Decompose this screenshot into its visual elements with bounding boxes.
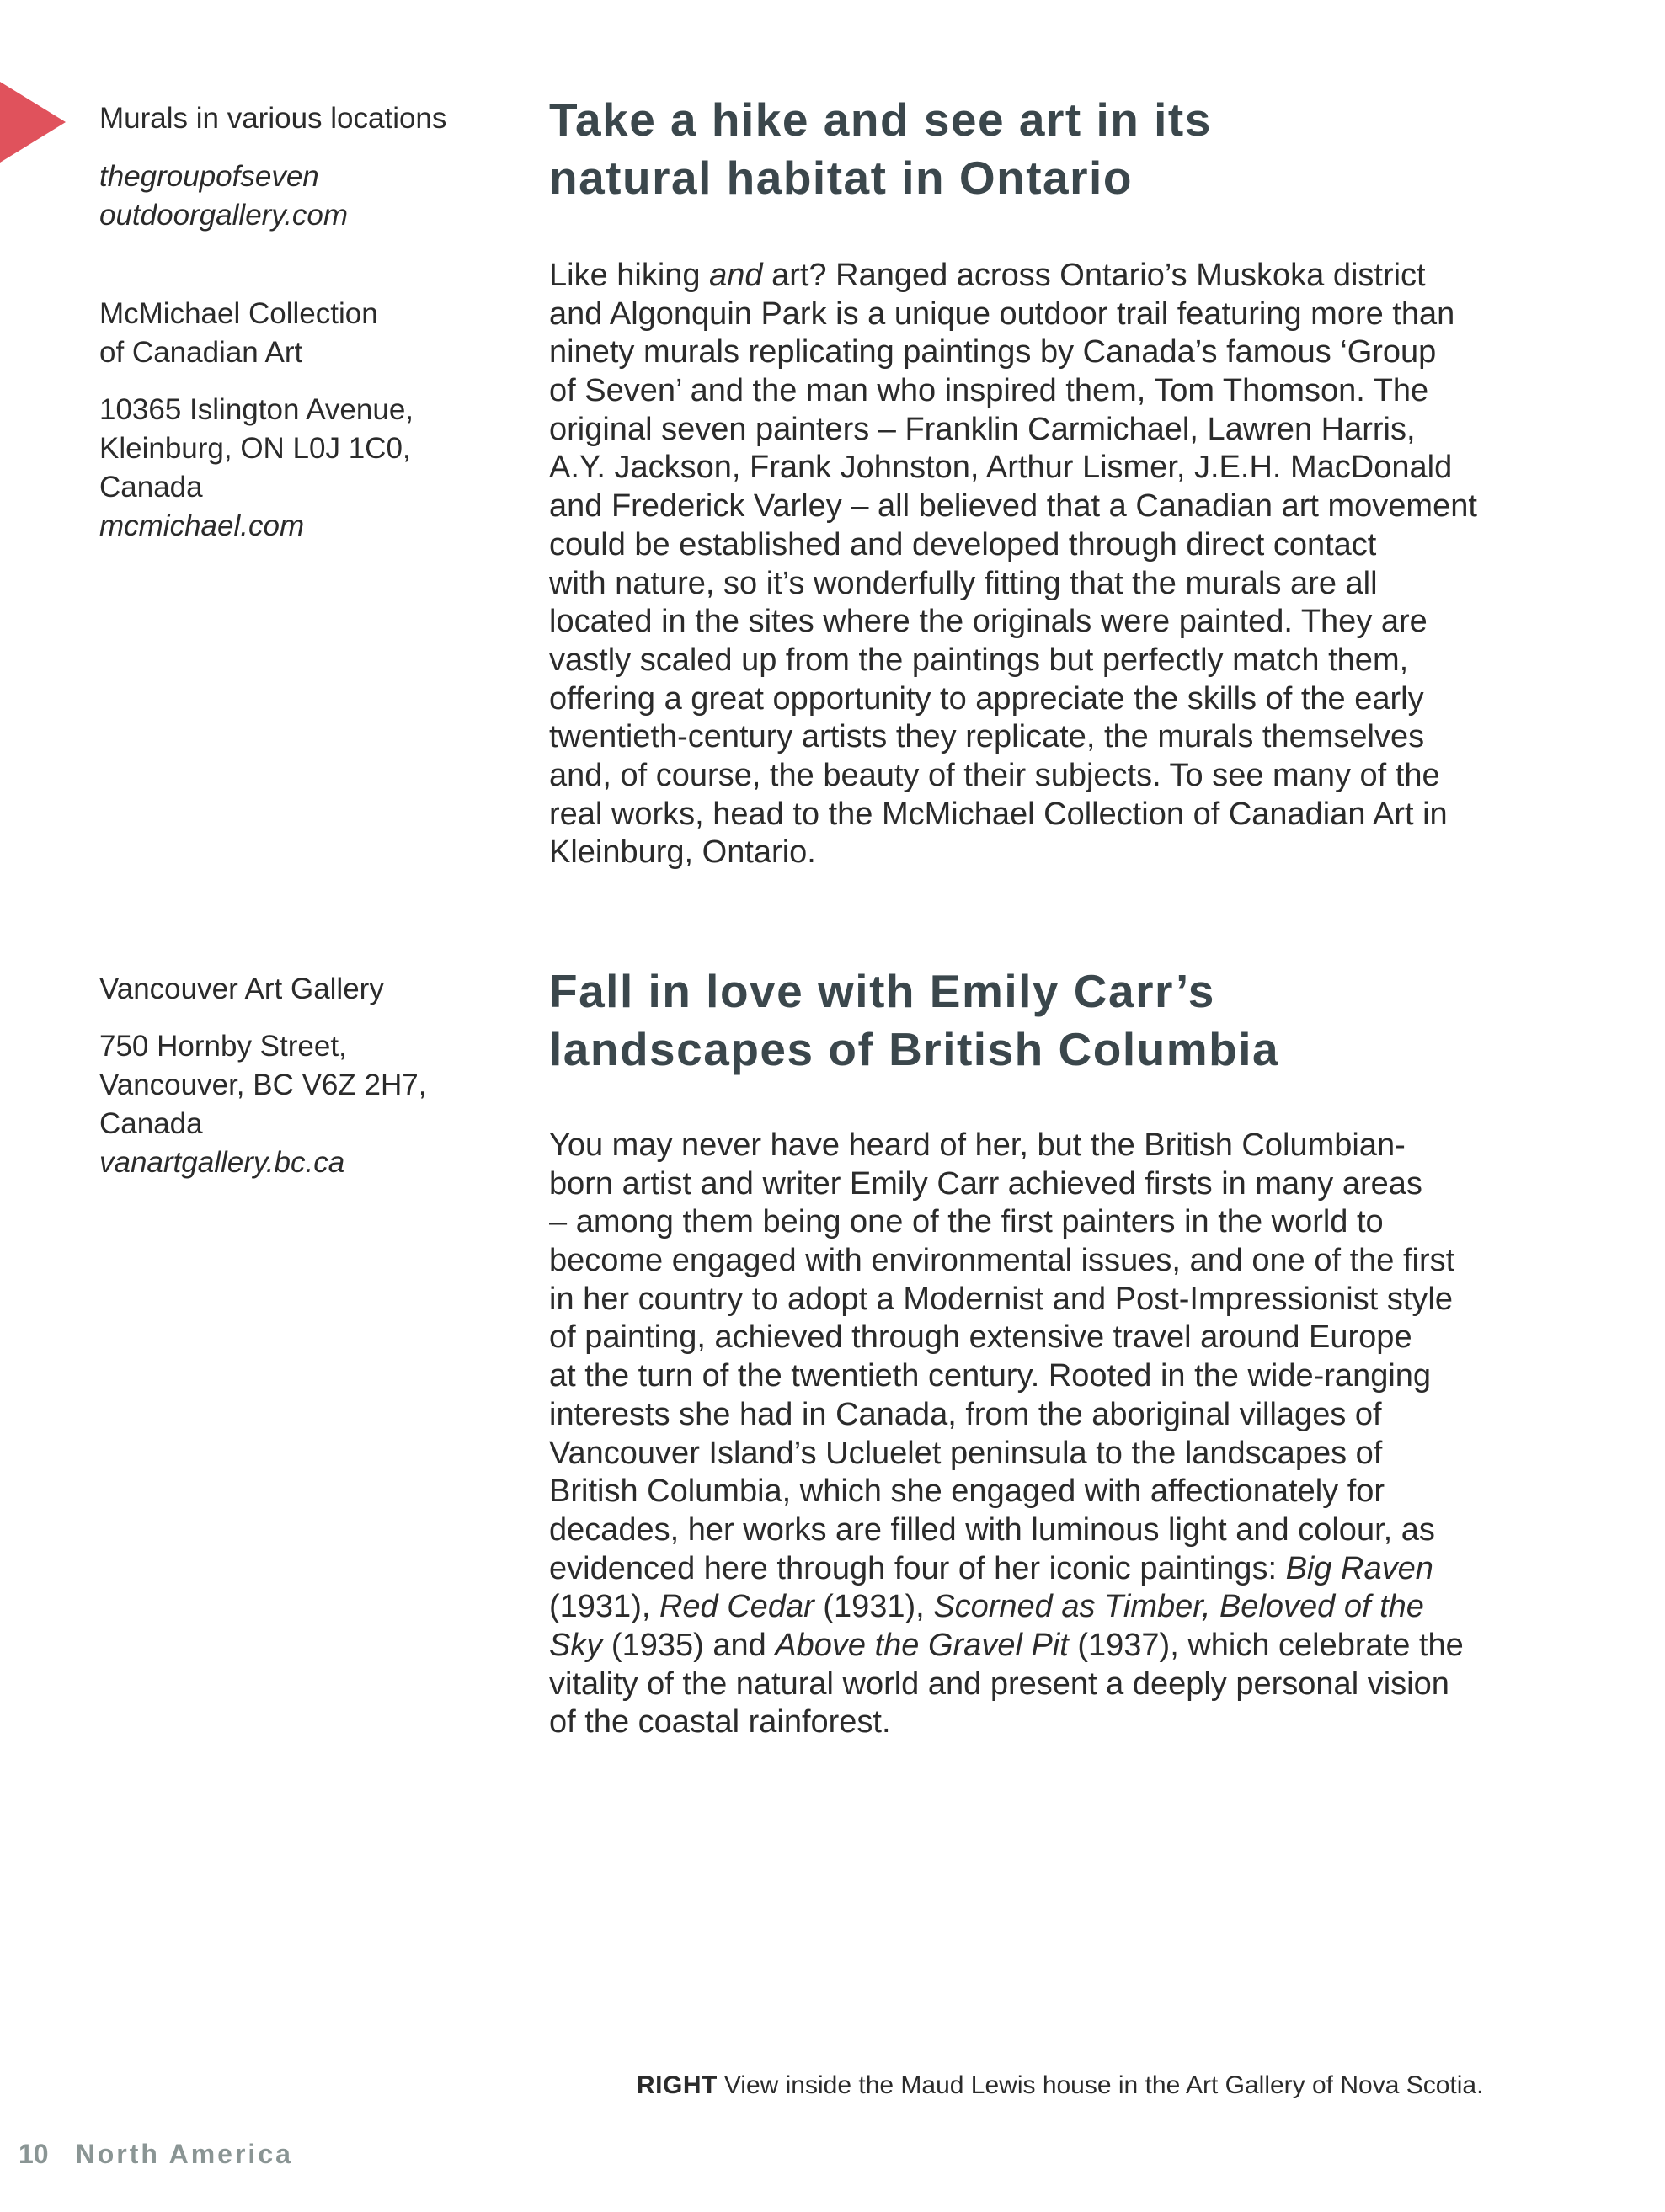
text: evidenced here through four of her iconic paintings: — [549, 1550, 1286, 1586]
mcmichael-addr-line2: Kleinburg, ON L0J 1C0, — [99, 432, 411, 465]
text: decades, her works are filled with luminous light and colour, as — [549, 1511, 1435, 1548]
text: art? Ranged across Ontario’s Muskoka district — [762, 258, 1426, 293]
article-2-body — [549, 1127, 1464, 1742]
text: original seven painters – Franklin Carmichael, Lawren Harris, — [549, 411, 1416, 447]
text: A.Y. Jackson, Frank Johnston, Arthur Lismer, J.E.H. MacDonald — [549, 450, 1453, 486]
body-line — [549, 1627, 1464, 1666]
text: become engaged with environmental issues, and one of the first — [549, 1243, 1455, 1279]
text: and, of course, the beauty of their subjects. To see many of the — [549, 757, 1440, 793]
text: British Columbia, which she engaged with affectionately for — [549, 1474, 1385, 1510]
title-line: Take a hike and see art in its — [549, 93, 1212, 146]
body-line — [549, 488, 1477, 526]
body-line — [549, 296, 1477, 334]
text: of painting, achieved through extensive travel around Europe — [549, 1319, 1412, 1356]
vancouver-name: Vancouver Art Gallery — [99, 973, 384, 1005]
text: vitality of the natural world and present a deeply personal vision — [549, 1666, 1449, 1702]
text: interests she had in Canada, from the aboriginal villages of — [549, 1396, 1382, 1432]
page-number: 10 — [19, 2139, 49, 2169]
text: Like hiking — [549, 258, 710, 293]
body-line — [549, 1127, 1464, 1165]
body-line — [549, 1666, 1464, 1704]
article-1-title — [549, 91, 1212, 207]
body-line — [549, 757, 1477, 796]
article-2-title — [549, 962, 1279, 1079]
text: could be established and developed through direct contact — [549, 526, 1377, 562]
text: Vancouver Island’s Ucluelet peninsula to the landscapes of — [549, 1435, 1383, 1471]
section-name: North America — [75, 2139, 293, 2169]
body-line — [549, 1165, 1464, 1204]
text: of the coastal rainforest. — [549, 1704, 891, 1740]
italic-text: and — [709, 258, 763, 293]
text: born artist and writer Emily Carr achieved firsts in many areas — [549, 1165, 1422, 1202]
body-line — [549, 796, 1477, 834]
body-line — [549, 1396, 1464, 1435]
italic-text: Above the Gravel Pit — [775, 1627, 1069, 1663]
sidebar-vancouver — [99, 970, 426, 1182]
article-1-body — [549, 257, 1477, 872]
mcmichael-addr-line1: 10365 Islington Avenue, — [99, 393, 414, 426]
body-line — [549, 1357, 1464, 1396]
body-line — [549, 526, 1477, 565]
text: twentieth-century artists they replicate, the murals themselves — [549, 719, 1425, 755]
text: (1931), — [549, 1589, 659, 1625]
italic-text: Red Cedar — [659, 1589, 814, 1625]
text: offering a great opportunity to appreciate the skills of the early — [549, 680, 1424, 717]
photo-caption — [637, 2071, 1483, 2100]
italic-text: Sky — [549, 1627, 603, 1663]
text: vastly scaled up from the paintings but perfectly match them, — [549, 642, 1409, 678]
mcmichael-url: mcmichael.com — [99, 509, 305, 542]
body-line — [549, 680, 1477, 719]
body-line — [549, 333, 1477, 372]
text: at the turn of the twentieth century. Rooted in the wide-ranging — [549, 1358, 1432, 1394]
text: ninety murals replicating paintings by Canada’s famous ‘Group — [549, 334, 1437, 370]
section-marker-triangle-icon — [0, 82, 66, 163]
body-line — [549, 834, 1477, 872]
text: located in the sites where the originals were painted. They are — [549, 604, 1428, 640]
sidebar-murals — [99, 99, 446, 235]
vancouver-addr-line1: 750 Hornby Street, — [99, 1030, 347, 1063]
text: and Algonquin Park is a unique outdoor trail featuring more than — [549, 296, 1455, 332]
body-line — [549, 603, 1477, 642]
body-line — [549, 565, 1477, 604]
murals-url-line2: outdoorgallery.com — [99, 199, 349, 232]
body-line — [549, 449, 1477, 488]
body-line — [549, 1511, 1464, 1550]
body-line — [549, 1473, 1464, 1511]
body-line — [549, 1703, 1464, 1742]
body-line — [549, 1319, 1464, 1357]
title-line: natural habitat in Ontario — [549, 152, 1133, 204]
mcmichael-addr-line3: Canada — [99, 471, 203, 504]
italic-text: Scorned as Timber, Beloved of the — [933, 1589, 1424, 1625]
text: of Seven’ and the man who inspired them, Tom Thomson. The — [549, 373, 1429, 409]
text: (1935) and — [602, 1627, 776, 1663]
text: and Frederick Varley – all believed that a Canadian art movement — [549, 488, 1477, 525]
mcmichael-name-line2: of Canadian Art — [99, 336, 303, 369]
page-footer — [19, 2139, 293, 2170]
body-line — [549, 642, 1477, 680]
sidebar-mcmichael — [99, 295, 414, 546]
text: Kleinburg, Ontario. — [549, 834, 816, 871]
vancouver-addr-line3: Canada — [99, 1107, 203, 1140]
text: (1931), — [814, 1589, 934, 1625]
mcmichael-name-line1: McMichael Collection — [99, 297, 378, 330]
body-line — [549, 718, 1477, 757]
body-line — [549, 257, 1477, 296]
body-line — [549, 1281, 1464, 1319]
body-line — [549, 1435, 1464, 1474]
italic-text: Big Raven — [1285, 1550, 1433, 1586]
title-line: Fall in love with Emily Carr’s — [549, 965, 1215, 1017]
body-line — [549, 1203, 1464, 1242]
body-line — [549, 411, 1477, 450]
body-line — [549, 1550, 1464, 1589]
caption-text: View inside the Maud Lewis house in the Art Gallery of Nova Scotia. — [723, 2071, 1484, 2099]
body-line — [549, 1242, 1464, 1281]
text: You may never have heard of her, but the British Columbian- — [549, 1127, 1406, 1163]
title-line: landscapes of British Columbia — [549, 1023, 1280, 1075]
murals-url-line1: thegroupofseven — [99, 160, 319, 193]
caption-label: RIGHT — [637, 2071, 718, 2099]
text: in her country to adopt a Modernist and Post-Impressionist style — [549, 1281, 1453, 1317]
text: – among them being one of the first painters in the world to — [549, 1204, 1384, 1240]
text: (1937), which celebrate the — [1068, 1627, 1464, 1663]
murals-label: Murals in various locations — [99, 102, 447, 135]
body-line — [549, 1588, 1464, 1627]
vancouver-addr-line2: Vancouver, BC V6Z 2H7, — [99, 1069, 427, 1101]
body-line — [549, 372, 1477, 411]
text: real works, head to the McMichael Collection of Canadian Art in — [549, 796, 1448, 832]
text: with nature, so it’s wonderfully fitting that the murals are all — [549, 565, 1378, 601]
vancouver-url: vanartgallery.bc.ca — [99, 1146, 345, 1179]
